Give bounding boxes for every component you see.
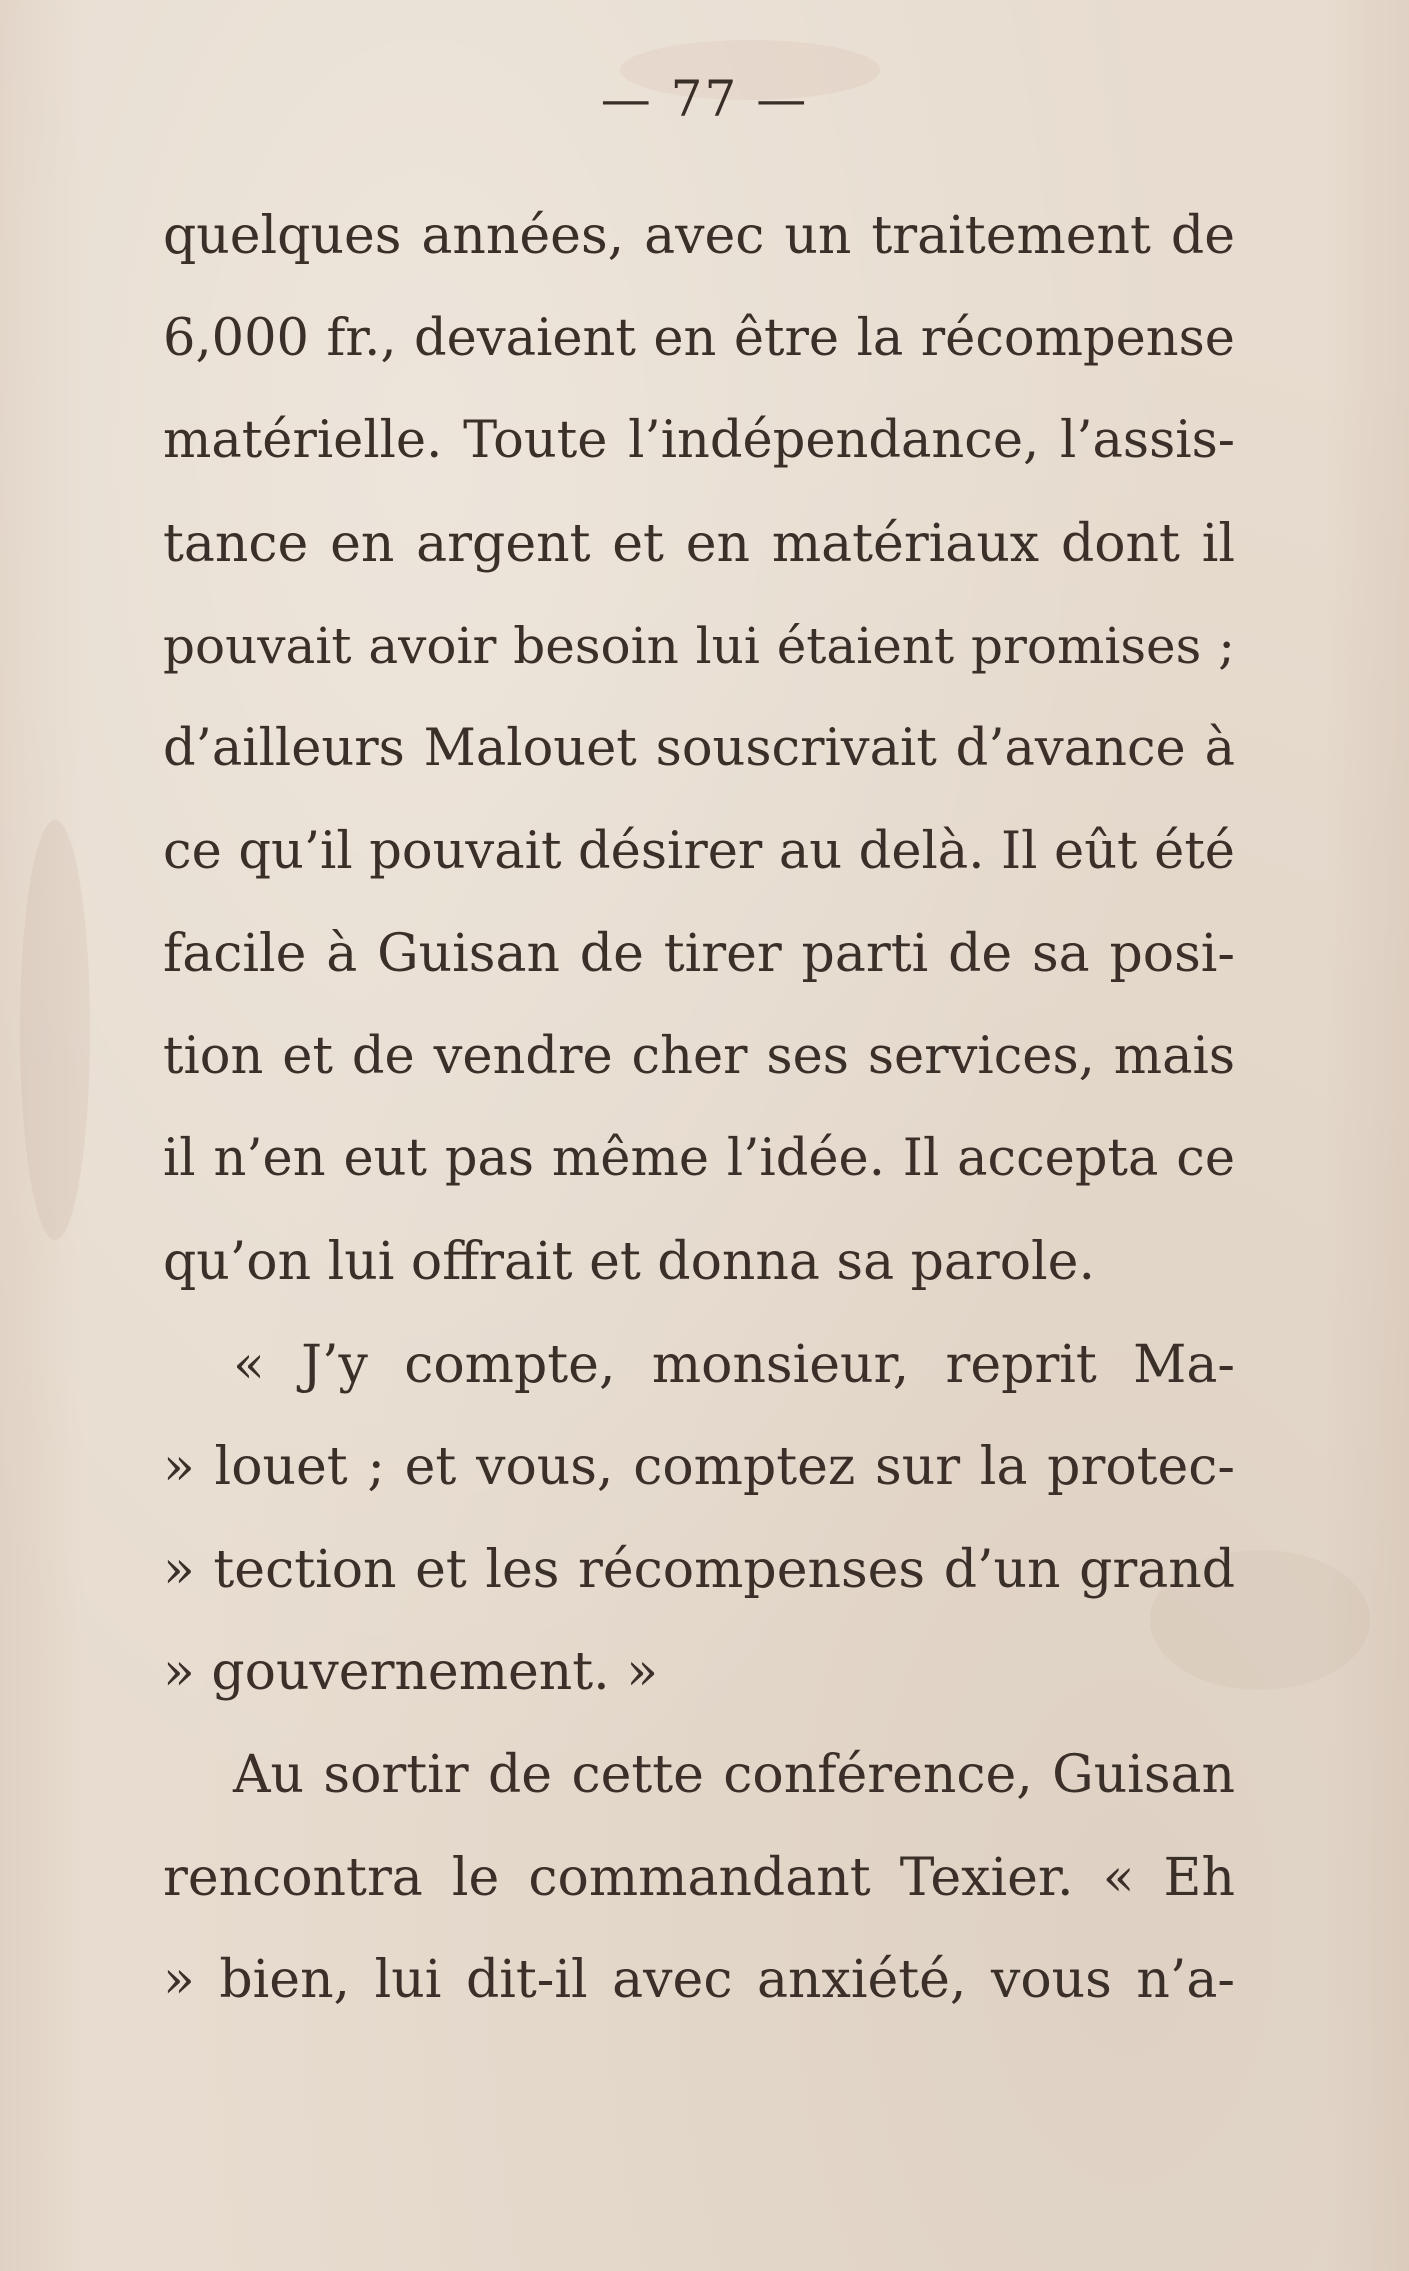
text-line: 6,000 fr., devaient en être la récompense <box>163 308 1235 368</box>
text-line: » louet ; et vous, comptez sur la protec- <box>163 1437 1235 1498</box>
text-line: qu’on lui offrait et donna sa parole. <box>163 1231 1095 1292</box>
text-line: rencontra le commandant Texier. « Eh <box>163 1847 1235 1908</box>
text-line: » bien, lui dit-il avec anxiété, vous n’a- <box>163 1950 1235 2011</box>
text-line: tion et de vendre cher ses services, mais <box>163 1026 1235 1086</box>
body-text <box>163 185 1235 2032</box>
text-line: « J’y compte, monsieur, reprit Ma- <box>233 1334 1235 1395</box>
text-line: quelques années, avec un traitement de <box>163 206 1235 266</box>
text-line: » tection et les récompenses d’un grand <box>163 1539 1235 1600</box>
text-line: il n’en eut pas même l’idée. Il accepta ce <box>163 1129 1235 1189</box>
text-line: facile à Guisan de tirer parti de sa posi- <box>163 924 1235 985</box>
text-line: d’ailleurs Malouet souscrivait d’avance à <box>163 718 1235 778</box>
paper-stain <box>20 820 90 1240</box>
text-line: » gouvernement. » <box>163 1642 659 1703</box>
page-number: — 77 — <box>600 70 809 128</box>
text-line: pouvait avoir besoin lui étaient promises ; <box>163 617 1235 676</box>
text-line: ce qu’il pouvait désirer au delà. Il eût été <box>163 821 1235 881</box>
text-line: matérielle. Toute l’indépendance, l’assis- <box>163 411 1235 471</box>
text-line: tance en argent et en matériaux dont il <box>163 513 1235 574</box>
text-line: Au sortir de cette conférence, Guisan <box>233 1744 1235 1805</box>
